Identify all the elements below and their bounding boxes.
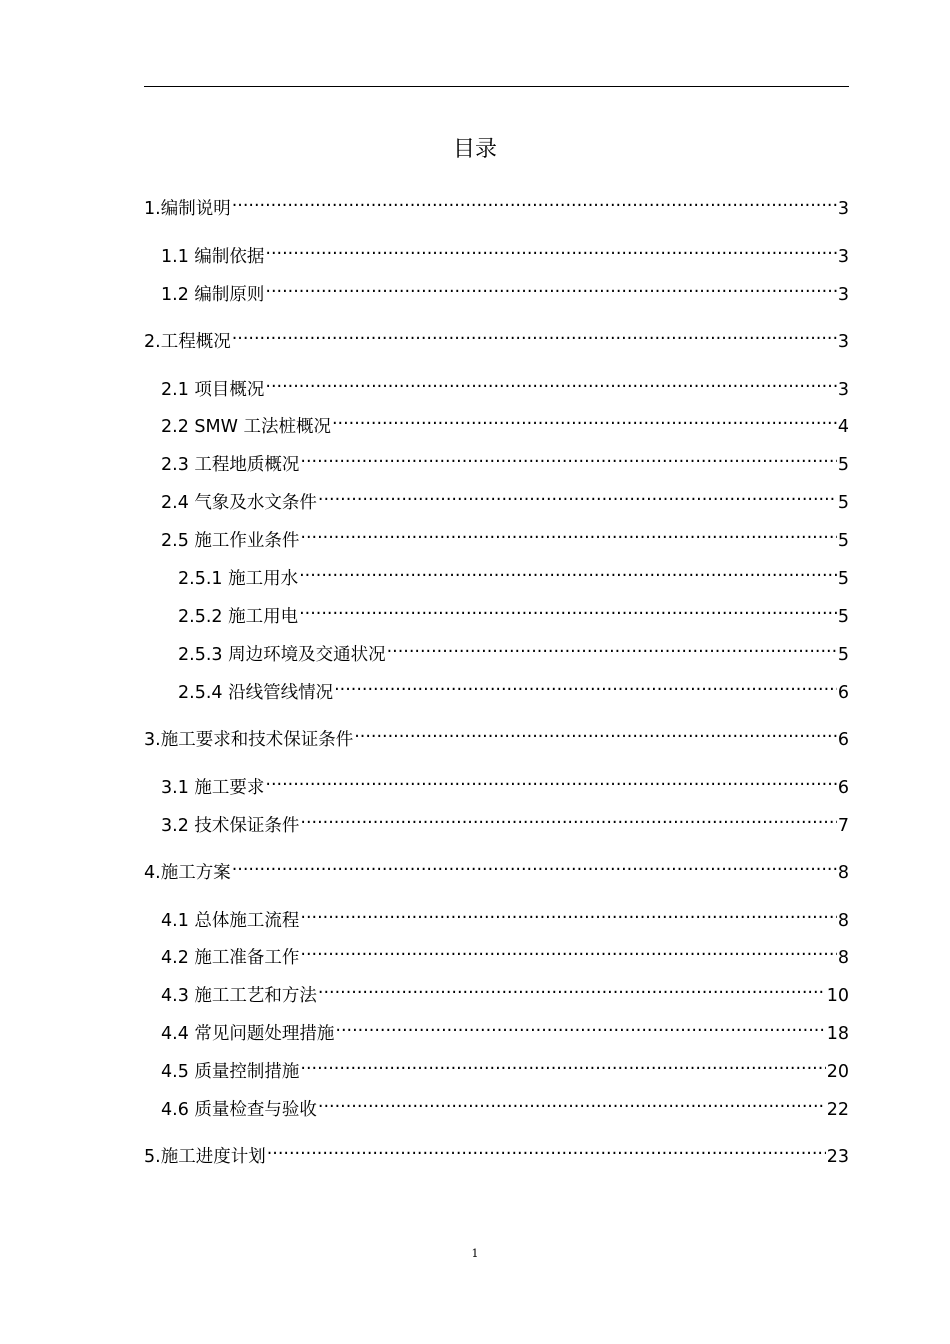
toc-entry-page: 23: [826, 1147, 849, 1167]
toc-entry-label: 4.1 总体施工流程: [161, 911, 300, 931]
toc-dot-leader: [265, 767, 836, 793]
toc-entry-label: 4.5 质量控制措施: [161, 1062, 300, 1082]
toc-dot-leader: [354, 719, 837, 745]
toc-entry-page: 3: [837, 199, 849, 219]
toc-dot-leader: [318, 975, 826, 1001]
toc-entry[interactable]: [144, 719, 849, 750]
toc-dot-leader: [265, 274, 836, 300]
toc-entry-label: 4.6 质量检查与验收: [161, 1100, 317, 1120]
toc-dot-leader: [300, 520, 836, 546]
toc-entry-label: 1.1 编制依据: [161, 247, 265, 267]
toc-entry-label: 3.施工要求和技术保证条件: [144, 730, 354, 750]
toc-entry[interactable]: [161, 937, 849, 968]
toc-entry-page: 18: [826, 1024, 849, 1044]
toc-entry[interactable]: [161, 1051, 849, 1082]
toc-entry-page: 6: [837, 730, 849, 750]
toc-dot-leader: [300, 900, 836, 926]
toc-dot-leader: [300, 805, 836, 831]
toc-entry-label: 4.2 施工准备工作: [161, 948, 300, 968]
toc-entry[interactable]: [161, 406, 849, 437]
toc-entry[interactable]: [161, 1013, 849, 1044]
toc-dot-leader: [232, 852, 837, 878]
toc-entry[interactable]: [144, 1136, 849, 1167]
toc-entry[interactable]: [144, 852, 849, 883]
toc-entry[interactable]: [178, 672, 849, 703]
toc-entry[interactable]: [161, 975, 849, 1006]
toc-entry-label: 2.1 项目概况: [161, 380, 265, 400]
toc-entry[interactable]: [161, 369, 849, 400]
toc-entry-page: 6: [837, 778, 849, 798]
toc-entry-label: 4.3 施工工艺和方法: [161, 986, 317, 1006]
toc-entry-label: 2.5.4 沿线管线情况: [178, 683, 334, 703]
toc-entry-page: 5: [837, 455, 849, 475]
toc-entry-page: 10: [826, 986, 849, 1006]
toc-entry-page: 3: [837, 247, 849, 267]
toc-entry-label: 2.5.1 施工用水: [178, 569, 299, 589]
toc-entry-label: 1.2 编制原则: [161, 285, 265, 305]
toc-dot-leader: [332, 406, 837, 432]
toc-entry-page: 20: [826, 1062, 849, 1082]
toc-entry[interactable]: [161, 767, 849, 798]
toc-entry-page: 3: [837, 332, 849, 352]
toc-dot-leader: [300, 1051, 825, 1077]
toc-entry-label: 1.编制说明: [144, 199, 231, 219]
toc-dot-leader: [299, 558, 837, 584]
toc-dot-leader: [265, 236, 836, 262]
toc-entry-page: 6: [837, 683, 849, 703]
toc-entry-label: 3.2 技术保证条件: [161, 816, 300, 836]
toc-title: 目录: [452, 137, 497, 162]
toc-entry-label: 2.5.2 施工用电: [178, 607, 299, 627]
toc-entry-page: 5: [837, 607, 849, 627]
toc-dot-leader: [299, 596, 837, 622]
header-rule: [144, 86, 849, 87]
toc-entry-label: 3.1 施工要求: [161, 778, 265, 798]
toc-entry-page: 8: [837, 911, 849, 931]
toc-entry-page: 5: [837, 569, 849, 589]
toc-entry-label: 4.4 常见问题处理措施: [161, 1024, 335, 1044]
toc-entry[interactable]: [178, 634, 849, 665]
toc-entry[interactable]: [161, 444, 849, 475]
toc-entry[interactable]: [178, 596, 849, 627]
toc-dot-leader: [318, 1089, 826, 1115]
toc-dot-leader: [265, 369, 836, 395]
toc-entry[interactable]: [161, 1089, 849, 1120]
toc-entry-label: 2.5.3 周边环境及交通状况: [178, 645, 386, 665]
toc-entry[interactable]: [161, 482, 849, 513]
toc-dot-leader: [335, 1013, 825, 1039]
toc-dot-leader: [318, 482, 837, 508]
toc-entry-page: 5: [837, 645, 849, 665]
toc-entry[interactable]: [144, 321, 849, 352]
toc-entry-page: 8: [837, 948, 849, 968]
toc-entry-label: 4.施工方案: [144, 863, 231, 883]
toc-entry-label: 2.工程概况: [144, 332, 231, 352]
toc-dot-leader: [267, 1136, 826, 1162]
toc-entry-page: 5: [837, 493, 849, 513]
toc-entry-page: 8: [837, 863, 849, 883]
toc-entry[interactable]: [144, 188, 849, 219]
toc-dot-leader: [334, 672, 837, 698]
toc-entry-page: 3: [837, 285, 849, 305]
toc-dot-leader: [387, 634, 837, 660]
toc-dot-leader: [232, 188, 837, 214]
toc-entry-page: 7: [837, 816, 849, 836]
toc-entry-page: 3: [837, 380, 849, 400]
toc-entry-label: 2.3 工程地质概况: [161, 455, 300, 475]
toc-entry[interactable]: [161, 805, 849, 836]
toc-entry-page: 22: [826, 1100, 849, 1120]
toc-entry-page: 5: [837, 531, 849, 551]
toc-dot-leader: [300, 937, 836, 963]
toc-entry[interactable]: [161, 900, 849, 931]
toc-entry[interactable]: [178, 558, 849, 589]
toc-entry-page: 4: [837, 417, 849, 437]
toc-dot-leader: [232, 321, 837, 347]
toc-entry[interactable]: [161, 520, 849, 551]
toc-entry-label: 2.2 SMW 工法桩概况: [161, 417, 331, 437]
toc-entry-label: 2.5 施工作业条件: [161, 531, 300, 551]
page-number: 1: [471, 1247, 479, 1260]
toc-entry-label: 5.施工进度计划: [144, 1147, 266, 1167]
toc-entry[interactable]: [161, 274, 849, 305]
toc-entry-label: 2.4 气象及水文条件: [161, 493, 317, 513]
toc-dot-leader: [300, 444, 836, 470]
toc-entry[interactable]: [161, 236, 849, 267]
